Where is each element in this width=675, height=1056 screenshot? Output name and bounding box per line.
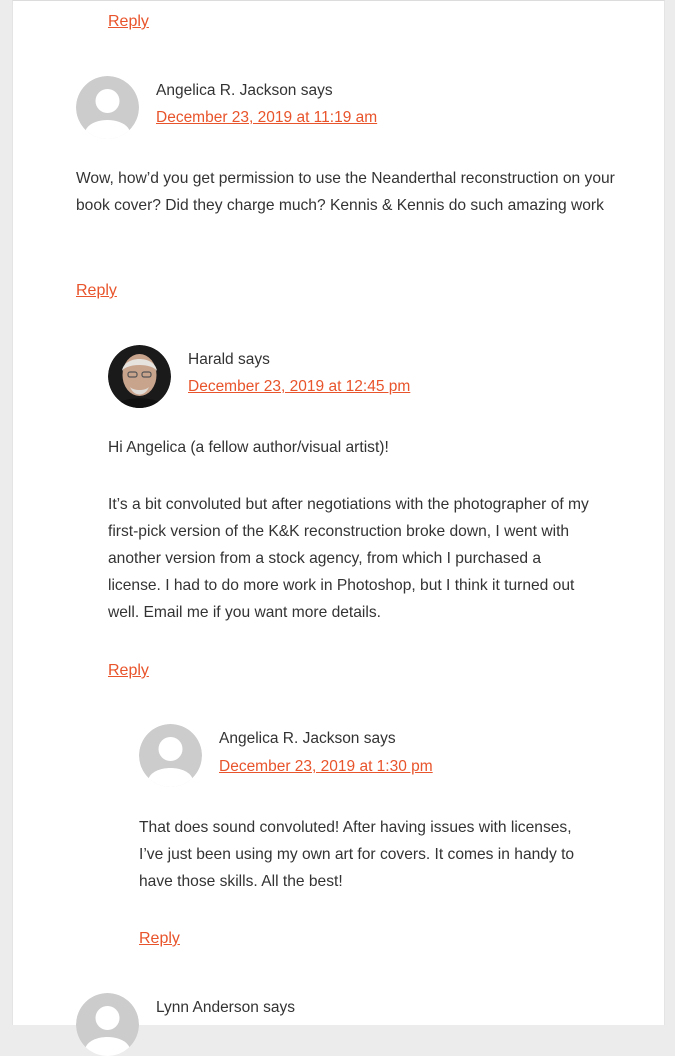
- reply-link[interactable]: Reply: [139, 930, 180, 947]
- says-label: says: [300, 82, 333, 99]
- author-name: Harald: [188, 351, 234, 368]
- default-avatar-icon: [76, 76, 139, 139]
- comment-paragraph: That does sound convoluted! After having issues with licenses, I’ve just been using my own art for covers. It comes in handy to have those skills. All the best!: [139, 819, 575, 890]
- default-avatar-icon: [139, 724, 202, 787]
- comment-paragraph: Hi Angelica (a fellow author/visual artist)!: [108, 439, 389, 456]
- comment-text: [108, 491, 598, 626]
- reply-link[interactable]: Reply: [108, 13, 149, 30]
- reply-link[interactable]: Reply: [108, 662, 149, 679]
- comment-date-link[interactable]: December 23, 2019 at 1:30 pm: [219, 758, 433, 775]
- author-name: Angelica R. Jackson: [156, 82, 297, 99]
- comment-text: [108, 434, 598, 461]
- says-label: says: [237, 351, 270, 368]
- user-photo-avatar: [108, 345, 171, 408]
- comments-section: [12, 0, 665, 1025]
- comment-author: [156, 998, 295, 1018]
- comment-author: [188, 350, 270, 370]
- comment-author: [219, 729, 396, 749]
- comment-paragraph: Wow, how’d you get permission to use the Neanderthal reconstruction on your book cover? Did they charge much? Kennis & Kennis do such amazing work: [76, 170, 615, 214]
- comment-date-link[interactable]: December 23, 2019 at 12:45 pm: [188, 378, 411, 395]
- author-name: Lynn Anderson: [156, 999, 259, 1016]
- comment-text: [76, 165, 616, 219]
- reply-link[interactable]: Reply: [76, 282, 117, 299]
- comment-text: [139, 814, 589, 895]
- comment-paragraph: It’s a bit convoluted but after negotiations with the photographer of my first-pick version of the K&K reconstruction broke down, I went with another version from a stock agency, from which I purchased a license. I had to do more work in Photoshop, but I think it turned out well. Email me if you want more details.: [108, 496, 589, 621]
- says-label: says: [363, 730, 396, 747]
- says-label: says: [263, 999, 296, 1016]
- comment-author: [156, 81, 333, 101]
- comment-date-link[interactable]: December 23, 2019 at 11:19 am: [156, 109, 378, 126]
- default-avatar-icon: [76, 993, 139, 1056]
- author-name: Angelica R. Jackson: [219, 730, 360, 747]
